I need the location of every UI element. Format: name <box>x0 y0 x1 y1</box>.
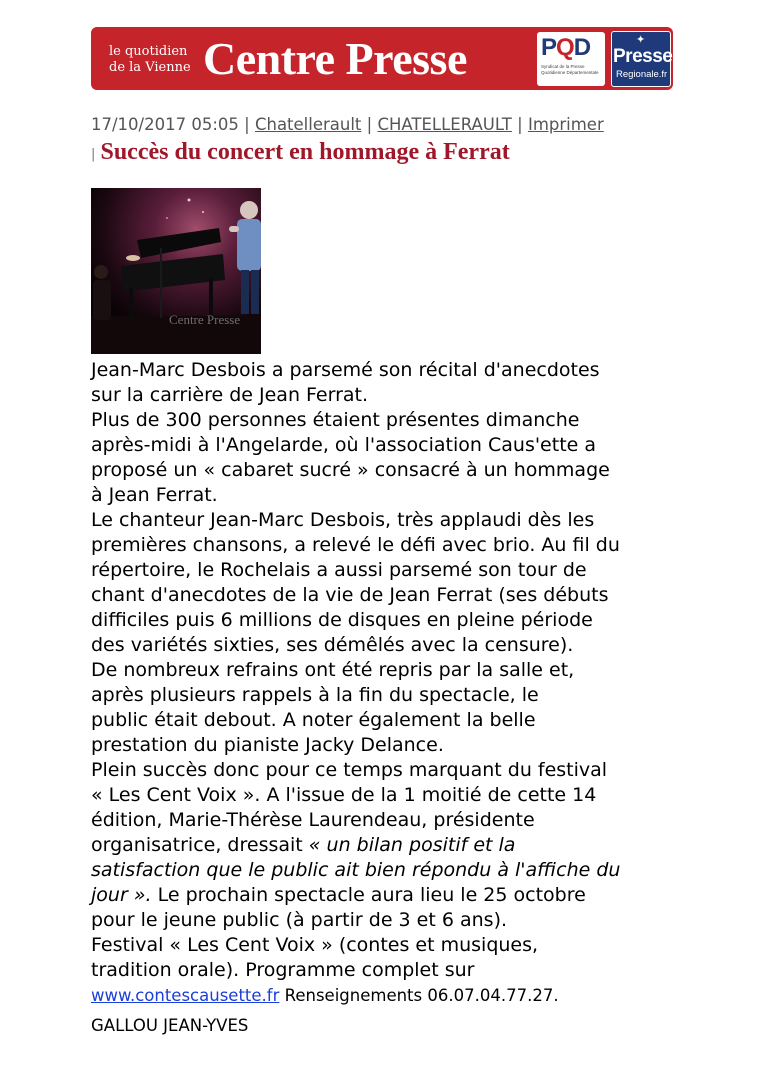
article-title-row <box>91 138 510 166</box>
presse-word: Presse <box>613 46 673 67</box>
body-line: tradition orale). Programme complet sur <box>91 959 475 981</box>
body-line: Plein succès donc pour ce temps marquant du festival <box>91 759 608 781</box>
pqd-subtitle: Syndicat de la Presse Quotidienne Départementale <box>541 64 599 75</box>
meta-separator: | <box>244 115 250 134</box>
body-line: répertoire, le Rochelais a aussi parsemé son tour de <box>91 559 587 581</box>
body-line: public était debout. A noter également la belle <box>91 709 536 731</box>
masthead-banner[interactable] <box>91 27 673 90</box>
body-line: sur la carrière de Jean Ferrat. <box>91 384 369 406</box>
quote-part-3: jour ». <box>91 884 152 906</box>
body-line: Le chanteur Jean-Marc Desbois, très applaudi dès les <box>91 509 595 531</box>
link-chatellerault-upper[interactable]: CHATELLERAULT <box>377 115 512 134</box>
pqd-letter-d: D <box>573 34 591 61</box>
quote-part-2: satisfaction que le public ait bien répondu à l'affiche du <box>91 859 621 881</box>
after-quote: Le prochain spectacle aura lieu le 25 octobre <box>151 884 586 906</box>
body-line: édition, Marie-Thérèse Laurendeau, présidente <box>91 809 535 831</box>
article-author: GALLOU JEAN-YVES <box>91 1016 249 1035</box>
article-title: Succès du concert en hommage à Ferrat <box>100 139 510 165</box>
body-line: difficiles puis 6 millions de disques en pleine période <box>91 609 593 631</box>
tagline-line-1: le quotidien <box>109 44 188 59</box>
body-line-links <box>91 983 681 1008</box>
pqd-letter-p: P <box>541 34 557 61</box>
body-line: pour le jeune public (à partir de 3 et 6 ans). <box>91 909 508 931</box>
body-line: Jean-Marc Desbois a parsemé son récital d'anecdotes <box>91 359 600 381</box>
print-link[interactable]: Imprimer <box>527 115 604 134</box>
body-line-quote-start <box>91 833 681 858</box>
body-line: des variétés sixties, ses démêlés avec la censure). <box>91 634 574 656</box>
article-meta <box>91 115 604 135</box>
body-line: Plus de 300 personnes étaient présentes dimanche <box>91 409 580 431</box>
pqd-letters <box>541 34 590 62</box>
presse-regionale-logo-icon[interactable] <box>611 31 671 87</box>
body-line: à Jean Ferrat. <box>91 484 218 506</box>
article-datetime: 17/10/2017 05:05 <box>91 115 239 134</box>
link-chatellerault[interactable]: Chatellerault <box>254 115 362 134</box>
concert-photo <box>91 188 261 354</box>
body-line: après-midi à l'Angelarde, où l'association Caus'ette a <box>91 434 597 456</box>
star-icon: ✦ <box>636 33 646 46</box>
body-line: Festival « Les Cent Voix » (contes et musiques, <box>91 934 539 956</box>
pqd-logo-icon <box>537 32 605 86</box>
title-bar: | <box>91 147 96 162</box>
body-line: proposé un « cabaret sucré » consacré à un hommage <box>91 459 610 481</box>
pqd-letter-q: Q <box>556 34 574 61</box>
body-line: chant d'anecdotes de la vie de Jean Ferrat (ses débuts <box>91 584 609 606</box>
meta-separator: | <box>366 115 373 134</box>
body-line: prestation du pianiste Jacky Delance. <box>91 734 444 756</box>
website-link[interactable]: www.contescausette.fr <box>91 986 280 1005</box>
meta-separator: | <box>517 115 523 134</box>
photo-watermark: Centre Presse <box>169 312 241 327</box>
body-line: premières chansons, a relevé le défi avec brio. Au fil du <box>91 534 620 556</box>
presse-sub: Regionale.fr <box>616 69 668 80</box>
tagline-line-2: de la Vienne <box>109 60 191 75</box>
body-line: De nombreux refrains ont été repris par la salle et, <box>91 659 575 681</box>
article-body <box>91 358 681 1008</box>
body-line-quote-end <box>91 883 681 908</box>
quote-part-1: « un bilan positif et la <box>308 834 516 856</box>
masthead-title: Centre Presse <box>203 33 467 84</box>
masthead-tagline <box>109 44 191 76</box>
body-line: après plusieurs rappels à la fin du spectacle, le <box>91 684 539 706</box>
body-line: « Les Cent Voix ». A l'issue de la 1 moitié de cette 14 <box>91 784 597 806</box>
body-line-quote <box>91 858 681 883</box>
renseignements-text: Renseignements 06.07.04.77.27. <box>279 986 559 1005</box>
quote-intro: organisatrice, dressait <box>91 834 309 856</box>
